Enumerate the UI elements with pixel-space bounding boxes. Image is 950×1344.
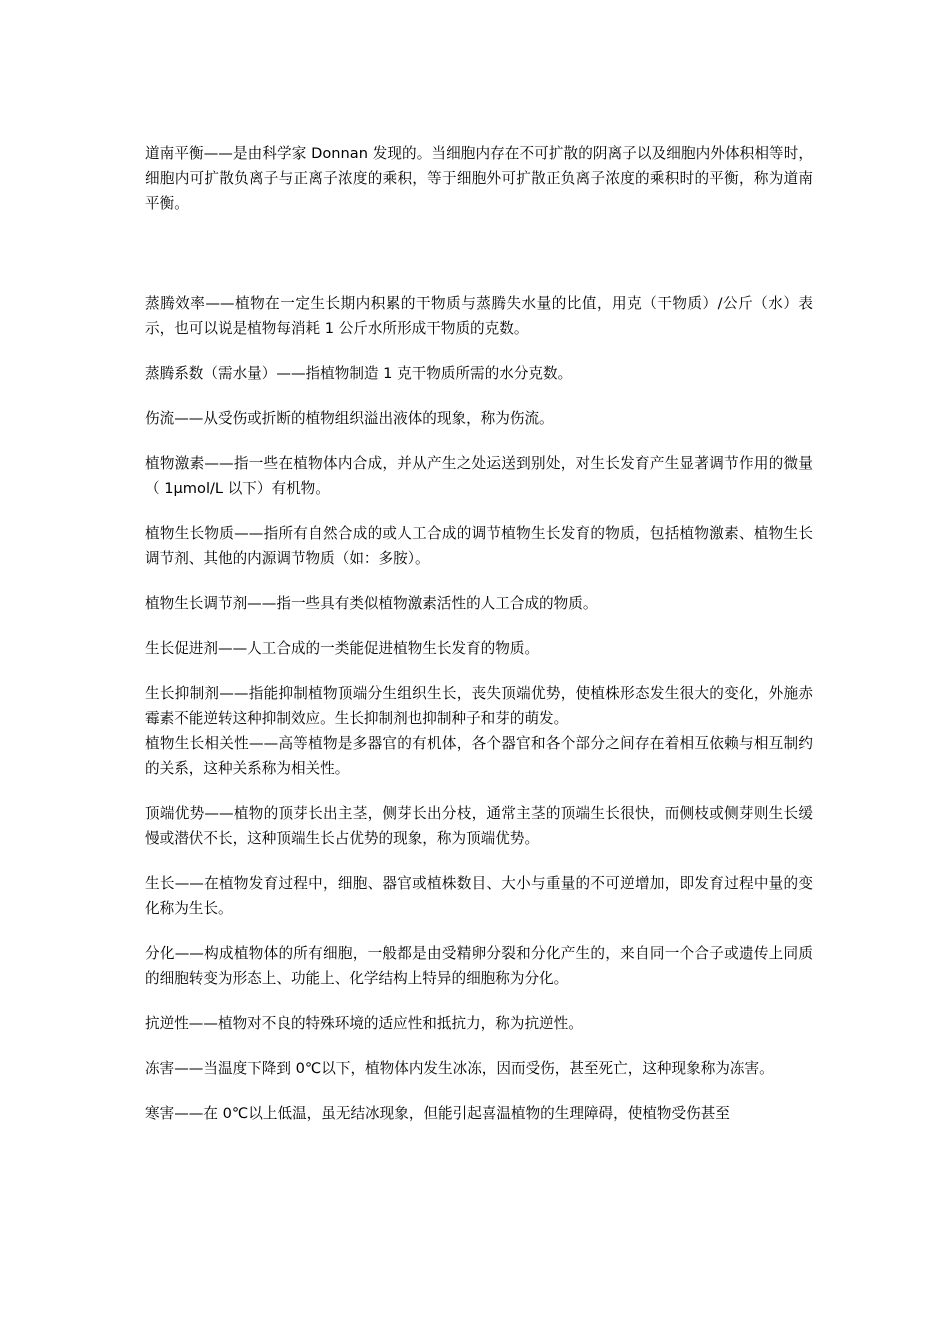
- paragraph-transpiration-coefficient: 蒸腾系数（需水量）——指植物制造 1 克干物质所需的水分克数。: [145, 365, 573, 382]
- paragraph-plant-hormone: 植物激素——指一些在植物体内合成，并从产生之处运送到别处，对生长发育产生显著调节作用的微量（ 1μmol/L 以下）有机物。: [145, 455, 813, 497]
- paragraph-growth-inhibitor: 生长抑制剂——指能抑制植物顶端分生组织生长，丧失顶端优势，使植株形态发生很大的变化，外施赤霉素不能逆转这种抑制效应。生长抑制剂也抑制种子和芽的萌发。: [145, 685, 813, 727]
- paragraph-growth-promoter: 生长促进剂——人工合成的一类能促进植物生长发育的物质。: [145, 640, 540, 657]
- paragraph-stress-resistance: 抗逆性——植物对不良的特殊环境的适应性和抵抗力，称为抗逆性。: [145, 1015, 583, 1032]
- paragraph-growth: 生长——在植物发育过程中，细胞、器官或植株数目、大小与重量的不可逆增加，即发育过程中量的变化称为生长。: [145, 875, 813, 917]
- paragraph-bleeding: 伤流——从受伤或折断的植物组织溢出液体的现象，称为伤流。: [145, 410, 554, 427]
- paragraph-plant-growth-substance: 植物生长物质——指所有自然合成的或人工合成的调节植物生长发育的物质，包括植物激素、植物生长调节剂、其他的内源调节物质（如：多胺）。: [145, 525, 813, 567]
- paragraph-donnan-equilibrium: 道南平衡——是由科学家 Donnan 发现的。当细胞内存在不可扩散的阴离子以及细胞内外体积相等时，细胞内可扩散负离子与正离子浓度的乘积，等于细胞外可扩散正负离子浓度的乘积时的平衡，称为道南平衡。: [145, 145, 813, 212]
- paragraph-freezing-injury: 冻害——当温度下降到 0℃以下，植物体内发生冰冻，因而受伤，甚至死亡，这种现象称为冻害。: [145, 1060, 774, 1077]
- paragraph-differentiation: 分化——构成植物体的所有细胞，一般都是由受精卵分裂和分化产生的，来自同一个合子或遗传上同质的细胞转变为形态上、功能上、化学结构上特异的细胞称为分化。: [145, 945, 813, 987]
- paragraph-growth-correlation: 植物生长相关性——高等植物是多器官的有机体，各个器官和各个部分之间存在着相互依赖与相互制约的关系，这种关系称为相关性。: [145, 735, 813, 777]
- paragraph-plant-growth-regulator: 植物生长调节剂——指一些具有类似植物激素活性的人工合成的物质。: [145, 595, 598, 612]
- paragraph-chilling-injury: 寒害——在 0℃以上低温，虽无结冰现象，但能引起喜温植物的生理障碍，使植物受伤甚至: [145, 1105, 730, 1122]
- paragraph-transpiration-efficiency: 蒸腾效率——植物在一定生长期内积累的干物质与蒸腾失水量的比值，用克（干物质）/公斤（水）表示，也可以说是植物每消耗 1 公斤水所形成干物质的克数。: [145, 295, 813, 337]
- paragraph-apical-dominance: 顶端优势——植物的顶芽长出主茎，侧芽长出分枝，通常主茎的顶端生长很快，而侧枝或侧芽则生长缓慢或潜伏不长，这种顶端生长占优势的现象，称为顶端优势。: [145, 805, 813, 847]
- document-body: [145, 141, 813, 1146]
